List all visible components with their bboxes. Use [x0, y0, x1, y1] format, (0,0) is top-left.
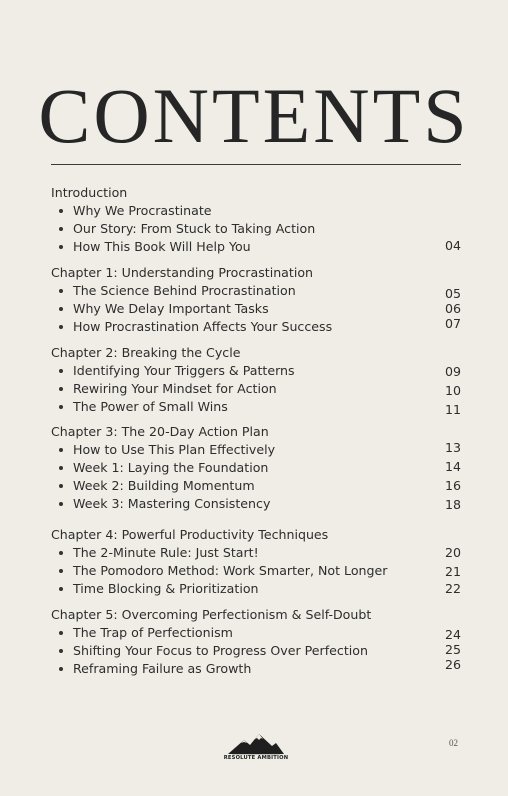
toc-item-label: Week 2: Building Momentum	[73, 478, 255, 493]
toc-item-label: Week 1: Laying the Foundation	[73, 460, 269, 475]
toc-page-number: 25	[444, 642, 461, 657]
toc-item-label: Time Blocking & Prioritization	[73, 581, 259, 596]
chapter-heading: Introduction	[51, 185, 128, 200]
toc-page-number: 22	[444, 581, 461, 596]
toc-item-label: Week 3: Mastering Consistency	[73, 496, 271, 511]
toc-page-number: 20	[444, 545, 461, 560]
bullet-icon	[59, 466, 63, 470]
page-number: 02	[449, 738, 458, 748]
toc-item-label: The Trap of Perfectionism	[73, 625, 233, 640]
toc-item-label: The 2-Minute Rule: Just Start!	[73, 545, 259, 560]
bullet-icon	[59, 551, 63, 555]
chapter-heading: Chapter 1: Understanding Procrastination	[51, 265, 314, 280]
bullet-icon	[59, 245, 63, 249]
toc-item-label: Shifting Your Focus to Progress Over Perfection	[73, 643, 368, 658]
toc-page-number: 10	[444, 383, 461, 398]
toc-item-label: The Power of Small Wins	[73, 399, 228, 414]
chapter-heading: Chapter 3: The 20-Day Action Plan	[51, 424, 269, 439]
bullet-icon	[59, 307, 63, 311]
toc-item-label: The Pomodoro Method: Work Smarter, Not Longer	[73, 563, 388, 578]
bullet-icon	[59, 569, 63, 573]
chapter-heading: Chapter 4: Powerful Productivity Techniques	[51, 527, 329, 542]
bullet-icon	[59, 405, 63, 409]
bullet-icon	[59, 587, 63, 591]
toc-page-number: 16	[444, 478, 461, 493]
toc-page-number: 24	[444, 627, 461, 642]
toc-page-number: 11	[444, 402, 461, 417]
toc-item-label: Our Story: From Stuck to Taking Action	[73, 221, 316, 236]
bullet-icon	[59, 631, 63, 635]
toc-item-label: Identifying Your Triggers & Patterns	[73, 363, 295, 378]
bullet-icon	[59, 387, 63, 391]
toc-item-label: Reframing Failure as Growth	[73, 661, 252, 676]
bullet-icon	[59, 448, 63, 452]
toc-item-label: Rewiring Your Mindset for Action	[73, 381, 277, 396]
bullet-icon	[59, 484, 63, 488]
toc-item-label: Why We Delay Important Tasks	[73, 301, 269, 316]
title-divider	[51, 164, 461, 165]
toc-item-label: The Science Behind Procrastination	[73, 283, 296, 298]
toc-page-number: 09	[444, 364, 461, 379]
toc-item-label: How This Book Will Help You	[73, 239, 251, 254]
bullet-icon	[59, 227, 63, 231]
toc-page-number: 21	[444, 564, 461, 579]
toc-page-number: 06	[444, 301, 461, 316]
toc-page-number: 14	[444, 459, 461, 474]
toc-page-number: 26	[444, 657, 461, 672]
chapter-heading: Chapter 5: Overcoming Perfectionism & Self-Doubt	[51, 607, 372, 622]
page-title: CONTENTS	[38, 72, 470, 159]
bullet-icon	[59, 369, 63, 373]
toc-page-number: 05	[444, 286, 461, 301]
bullet-icon	[59, 209, 63, 213]
toc-page-number: 18	[444, 497, 461, 512]
bullet-icon	[59, 289, 63, 293]
toc-page-number: 04	[444, 238, 461, 253]
toc-page-number: 07	[444, 316, 461, 331]
logo-text: RESOLUTE AMBITION	[223, 755, 289, 761]
toc-item-label: Why We Procrastinate	[73, 203, 212, 218]
bullet-icon	[59, 649, 63, 653]
toc-item-label: How Procrastination Affects Your Success	[73, 319, 333, 334]
bullet-icon	[59, 325, 63, 329]
bullet-icon	[59, 502, 63, 506]
bullet-icon	[59, 667, 63, 671]
chapter-heading: Chapter 2: Breaking the Cycle	[51, 345, 241, 360]
toc-page-number: 13	[444, 440, 461, 455]
toc-item-label: How to Use This Plan Effectively	[73, 442, 276, 457]
